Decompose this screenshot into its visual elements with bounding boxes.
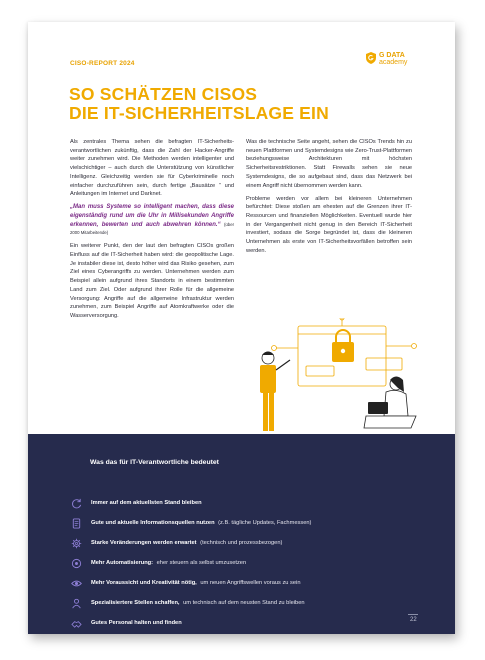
paragraph: Was die technische Seite angeht, sehen die CISOs Trends hin zu neuen Plattformen und Systemdesigns wie Zero-Trust-Plattformen beziehungsweise Architekturen mit höchsten Sicherheitsrestriktionen. Statt Firewalls sehen sie neue Systemdesigns, die so aufgebaut sind, dass das Netzwerk bei einem Angriff nicht übernommen werden kann. [246, 139, 412, 189]
item-bold: Mehr Automatisierung: [91, 560, 154, 566]
security-illustration [246, 318, 434, 436]
paragraph: Als zentrales Thema sehen die befragten IT-Sicherheits-verantwortlichen zukünftig, dass die Zahl der Hacker-Angriffe weiter zunehmen wird. Die Methoden werden intelligenter und vielschichtiger – auch durch die Unterstützung von künstlicher Intelligenz. Gleichzeitig werden sie für Cyberkriminelle noch einfacher durchzuführen sein, durch fertige „Bausätze “ und Anleitungen im Internet und Darknet. [70, 139, 234, 198]
quote-source: (über 2000 Mitarbeitende) [70, 221, 235, 236]
title-line-1: SO SCHÄTZEN CISOS [69, 84, 258, 104]
text-column-right [246, 138, 412, 260]
summary-title: Was das für IT-Verantwortliche bedeutet [90, 459, 219, 466]
page-number-rule [408, 614, 418, 615]
summary-item [70, 557, 246, 569]
logo-brand: G DATA [379, 52, 405, 59]
report-kicker: CISO-REPORT 2024 [70, 60, 135, 67]
summary-item [70, 517, 311, 529]
man-figure [260, 352, 290, 432]
item-rest: um technisch auf dem neusten Stand zu bleiben [183, 600, 305, 606]
summary-item [70, 617, 184, 629]
logo-academy: academy [379, 59, 408, 66]
item-bold: Spezialisiertere Stellen schaffen, [91, 600, 180, 606]
item-rest: (z.B. tägliche Updates, Fachmessen) [218, 520, 312, 526]
page-title [69, 85, 409, 123]
woman-figure [364, 377, 416, 429]
eye-icon [70, 577, 82, 589]
summary-item [70, 497, 204, 509]
gear-icon [70, 537, 82, 549]
summary-item [70, 577, 300, 589]
automation-icon [70, 557, 82, 569]
summary-item [70, 597, 305, 609]
item-bold: Immer auf dem aktuellsten Stand bleiben [91, 500, 202, 506]
item-rest: (technisch und prozessbezogen) [200, 540, 283, 546]
item-bold: Gute und aktuelle Informationsquellen nutzen [91, 520, 215, 526]
handshake-icon [70, 617, 82, 629]
shield-logo-icon [366, 52, 376, 64]
item-bold: Mehr Voraussicht und Kreativität nötig, [91, 580, 197, 586]
quote-text: „Man muss Systeme so intelligent machen, dass diese eigenständig rund um die Uhr in Millisekunden Angriffe erkennen, bewerten und auch abwehren können.“ [70, 204, 234, 228]
item-bold: Starke Veränderungen werden erwartet [91, 540, 197, 546]
title-line-2: DIE IT-SICHERHEITSLAGE EIN [69, 103, 329, 123]
page-number: 22 [410, 617, 417, 623]
paragraph: Ein weiterer Punkt, den der laut den befragten CISOs großen Einfluss auf die IT-Sicherheit haben wird: die geopolitische Lage. Je instabiler diese ist, desto höher wird das Risiko gesehen, zum Ziel eines Cyberangriffs zu werden. Unternehmen werden zum Beispiel allein aufgrund ihres Standorts in einem bestimmten Land zum Ziel. Oder aufgrund ihrer Rolle für die allgemeine Versorgung: Angriffe auf die allgemeine Infrastruktur werden zunehmen, zum Beispiel Angriffe auf Atomkraftwerke oder die Wasserversorgung. [70, 243, 234, 319]
pull-quote [70, 203, 234, 238]
paragraph: Probleme werden vor allem bei kleineren Unternehmen befürchtet: Diese stoßen am ehesten auf die Grenzen ihrer IT-Ressourcen und finanziellen Möglichkeiten. Eventuell wurde hier in der Vergangenheit nicht genug in den Bereich IT-Sicherheit investiert, sodass die Sorge begründet ist, dass die kleineren Unternehmen als erste von IT-Sicherheitsvorfällen betroffen sein werden. [246, 195, 412, 254]
item-rest: um neuen Angriffswellen voraus zu sein [200, 580, 301, 586]
text-column-left [70, 138, 234, 325]
gdata-logo [366, 52, 407, 67]
item-bold: Gutes Personal halten und finden [91, 620, 182, 626]
summary-item [70, 537, 282, 549]
person-icon [70, 597, 82, 609]
item-rest: eher steuern als selbst umzusetzen [156, 560, 247, 566]
document-icon [70, 517, 82, 529]
refresh-icon [70, 497, 82, 509]
report-page [28, 22, 455, 634]
